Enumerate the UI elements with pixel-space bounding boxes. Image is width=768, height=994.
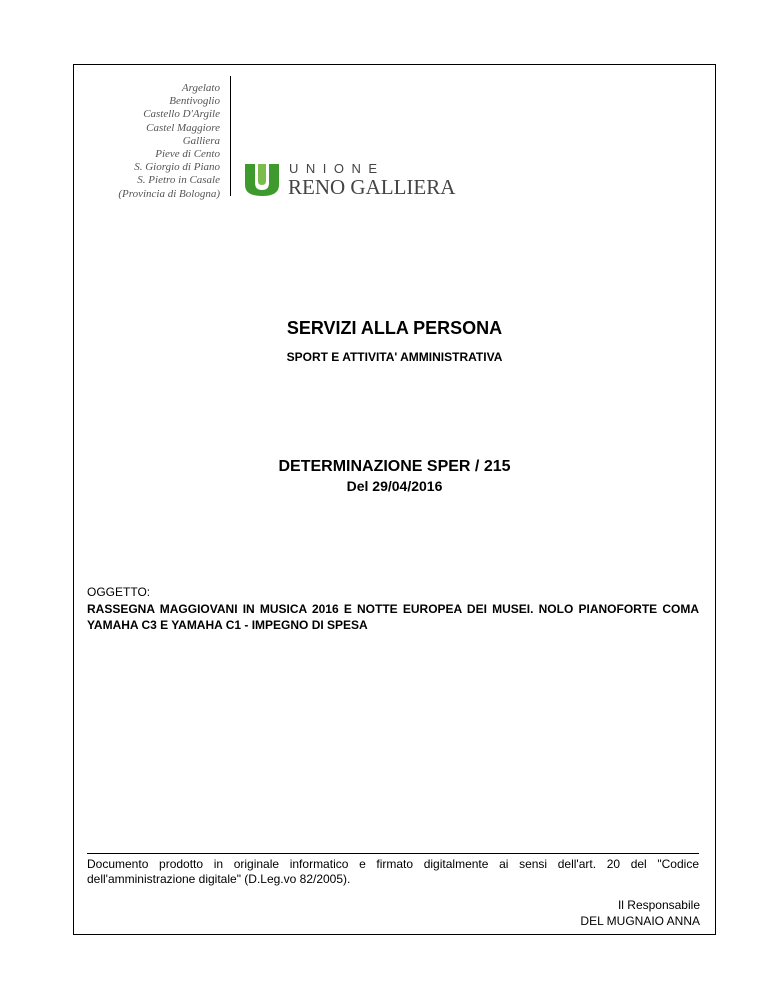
logo-u-icon <box>244 163 280 197</box>
municipality: S. Pietro in Casale <box>137 174 220 187</box>
service-subtitle: SPORT E ATTIVITA' AMMINISTRATIVA <box>286 350 503 364</box>
determination-date: Del 29/04/2016 <box>346 478 443 494</box>
footer-divider <box>87 853 699 854</box>
municipalities-list <box>96 82 220 201</box>
municipality: Castel Maggiore <box>146 121 220 134</box>
determination-number: DETERMINAZIONE SPER / 215 <box>278 458 511 475</box>
municipality: S. Giorgio di Piano <box>134 161 220 174</box>
subject-text: RASSEGNA MAGGIOVANI IN MUSICA 2016 E NOTTE EUROPEA DEI MUSEI. NOLO PIANOFORTE COMA YAMAHA C3 E YAMAHA C1 - IMPEGNO DI SPESA <box>87 602 699 632</box>
signer-role: Il Responsabile <box>617 898 700 912</box>
header-divider <box>230 76 231 196</box>
municipality: Bentivoglio <box>169 95 220 108</box>
footer-note: Documento prodotto in originale informatico e firmato digitalmente ai sensi dell'art. 20 del "Codice dell'amministrazione digitale" (D.Leg.vo 82/2005). <box>87 857 699 886</box>
logo-line2: RENO GALLIERA <box>288 175 456 199</box>
signature-block <box>580 897 700 929</box>
municipality: Galliera <box>182 134 220 147</box>
province: (Provincia di Bologna) <box>118 187 220 200</box>
service-title: SERVIZI ALLA PERSONA <box>286 318 503 338</box>
signer-name: DEL MUGNAIO ANNA <box>580 914 700 928</box>
municipality: Pieve di Cento <box>155 148 220 161</box>
subject-label: OGGETTO: <box>87 585 151 599</box>
municipality: Castello D'Argile <box>143 108 220 121</box>
logo-line1: UNIONE <box>289 161 385 176</box>
municipality: Argelato <box>181 82 220 94</box>
